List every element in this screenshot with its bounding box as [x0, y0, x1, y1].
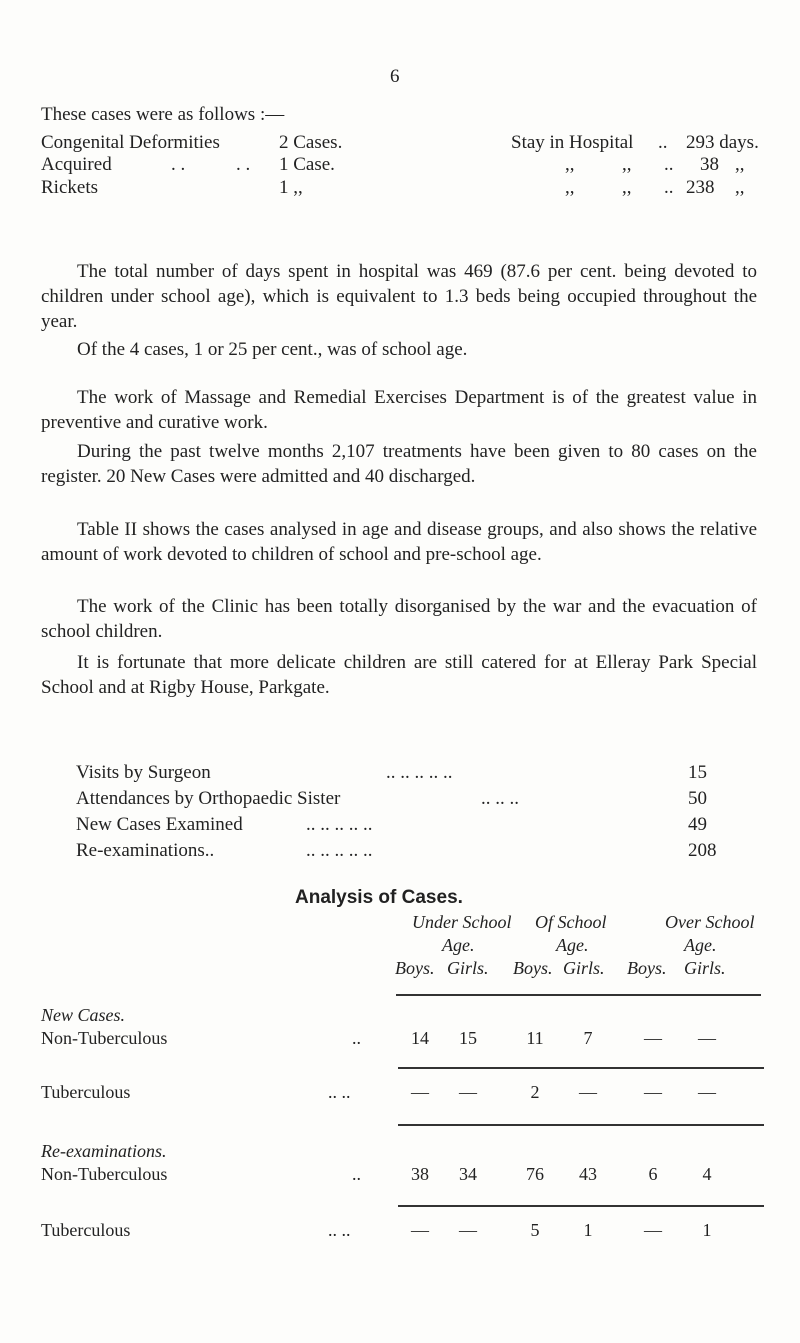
table-cell: — [698, 1082, 716, 1102]
case-count: 1 ,, [279, 177, 303, 198]
column-group-subheader: Age. [556, 935, 589, 955]
stat-label: New Cases Examined [76, 814, 243, 835]
table-cell: — [698, 1028, 716, 1048]
header-rule [396, 994, 761, 996]
paragraph: It is fortunate that more delicate children are still catered for at Elleray Park Special School and at Rigby House, Parkgate. [41, 652, 757, 698]
stat-value: 15 [688, 762, 707, 783]
table-cell: 4 [702, 1164, 712, 1184]
stat-row-new-cases [76, 814, 736, 840]
ditto-mark: ,, [565, 177, 575, 198]
row-label: Tuberculous [41, 1082, 131, 1102]
stat-label: Attendances by Orthopaedic Sister [76, 788, 341, 809]
row-label: Non-Tuberculous [41, 1028, 168, 1048]
paragraph: The work of Massage and Remedial Exercises Department is of the greatest value in preventive and curative work. [41, 387, 757, 433]
paragraph: During the past twelve months 2,107 treatments have been given to 80 cases on the register. 20 New Cases were admitted and 40 discharged. [41, 441, 757, 487]
row-rule [398, 1067, 764, 1069]
row-dots: .. .. [328, 1220, 351, 1240]
stay-label: Stay in Hospital [511, 132, 634, 153]
case-days: 238 [686, 177, 715, 198]
case-dots: . . [236, 154, 251, 175]
case-dots: . . [171, 154, 186, 175]
table-cell: — [644, 1082, 662, 1102]
case-dots: .. [658, 132, 668, 153]
table-cell: — [411, 1082, 429, 1102]
row-rule [398, 1124, 764, 1126]
stat-row-visits [76, 762, 736, 788]
table-cell: 7 [583, 1028, 593, 1048]
table-cell: 11 [526, 1028, 544, 1048]
column-sex-header: Girls. [684, 958, 726, 978]
table-cell: 14 [411, 1028, 429, 1048]
stat-label: Re-examinations.. [76, 840, 215, 861]
analysis-title: Analysis of Cases. [295, 887, 463, 908]
column-group-header: Under School [412, 912, 512, 932]
intro-text: These cases were as follows :— [41, 104, 285, 125]
case-dots: .. [664, 154, 674, 175]
column-group-header: Of School [535, 912, 607, 932]
table-cell: 1 [702, 1220, 712, 1240]
table-cell: 34 [459, 1164, 477, 1184]
table-cell: 15 [459, 1028, 477, 1048]
table-cell: 38 [411, 1164, 429, 1184]
column-group-subheader: Age. [684, 935, 717, 955]
table-cell: — [579, 1082, 597, 1102]
stat-row-reexaminations [76, 840, 736, 866]
row-label: Tuberculous [41, 1220, 131, 1240]
paragraph: The work of the Clinic has been totally disorganised by the war and the evacuation of school children. [41, 596, 757, 642]
section-title: Re-examinations. [41, 1141, 167, 1161]
case-label: Rickets [41, 177, 98, 198]
ditto-mark: ,, [622, 177, 632, 198]
stat-dots: .. .. .. .. .. [306, 840, 373, 861]
case-dots: .. [664, 177, 674, 198]
row-dots: .. [352, 1164, 361, 1184]
column-sex-header: Girls. [563, 958, 605, 978]
case-count: 1 Case. [279, 154, 335, 175]
page-number: 6 [390, 66, 400, 87]
table-cell: 76 [526, 1164, 544, 1184]
column-sex-header: Girls. [447, 958, 489, 978]
column-sex-header: Boys. [513, 958, 553, 978]
stat-dots: .. .. .. [481, 788, 519, 809]
ditto-mark: ,, [735, 154, 745, 175]
case-days: 38 [700, 154, 719, 175]
stat-label: Visits by Surgeon [76, 762, 211, 783]
column-sex-header: Boys. [395, 958, 435, 978]
table-cell: — [459, 1082, 477, 1102]
ditto-mark: ,, [565, 154, 575, 175]
row-dots: .. .. [328, 1082, 351, 1102]
case-label: Acquired [41, 154, 112, 175]
stat-value: 50 [688, 788, 707, 809]
table-cell: — [411, 1220, 429, 1240]
table-cell: 6 [648, 1164, 658, 1184]
column-group-header: Over School [665, 912, 755, 932]
stat-value: 49 [688, 814, 707, 835]
table-cell: — [644, 1220, 662, 1240]
table-cell: 1 [583, 1220, 593, 1240]
case-label: Congenital Deformities [41, 132, 220, 153]
column-sex-header: Boys. [627, 958, 667, 978]
table-cell: 5 [530, 1220, 540, 1240]
table-cell: 2 [530, 1082, 540, 1102]
paragraph: Table II shows the cases analysed in age and disease groups, and also shows the relative amount of work devoted to children of school and pre-school age. [41, 519, 757, 565]
case-count: 2 Cases. [279, 132, 343, 153]
table-cell: — [459, 1220, 477, 1240]
row-dots: .. [352, 1028, 361, 1048]
paragraph: The total number of days spent in hospital was 469 (87.6 per cent. being devoted to children under school age), which is equivalent to 1.3 beds being occupied throughout the year. [41, 261, 757, 332]
ditto-mark: ,, [622, 154, 632, 175]
table-cell: — [644, 1028, 662, 1048]
section-title: New Cases. [41, 1005, 126, 1025]
paragraph: Of the 4 cases, 1 or 25 per cent., was of school age. [77, 339, 468, 360]
row-label: Non-Tuberculous [41, 1164, 168, 1184]
stat-row-attendances [76, 788, 736, 814]
stat-dots: .. .. .. .. .. [386, 762, 453, 783]
column-group-subheader: Age. [442, 935, 475, 955]
row-rule [398, 1205, 764, 1207]
case-days: 293 days. [686, 132, 759, 153]
ditto-mark: ,, [735, 177, 745, 198]
table-cell: 43 [579, 1164, 597, 1184]
stat-value: 208 [688, 840, 717, 861]
stat-dots: .. .. .. .. .. [306, 814, 373, 835]
